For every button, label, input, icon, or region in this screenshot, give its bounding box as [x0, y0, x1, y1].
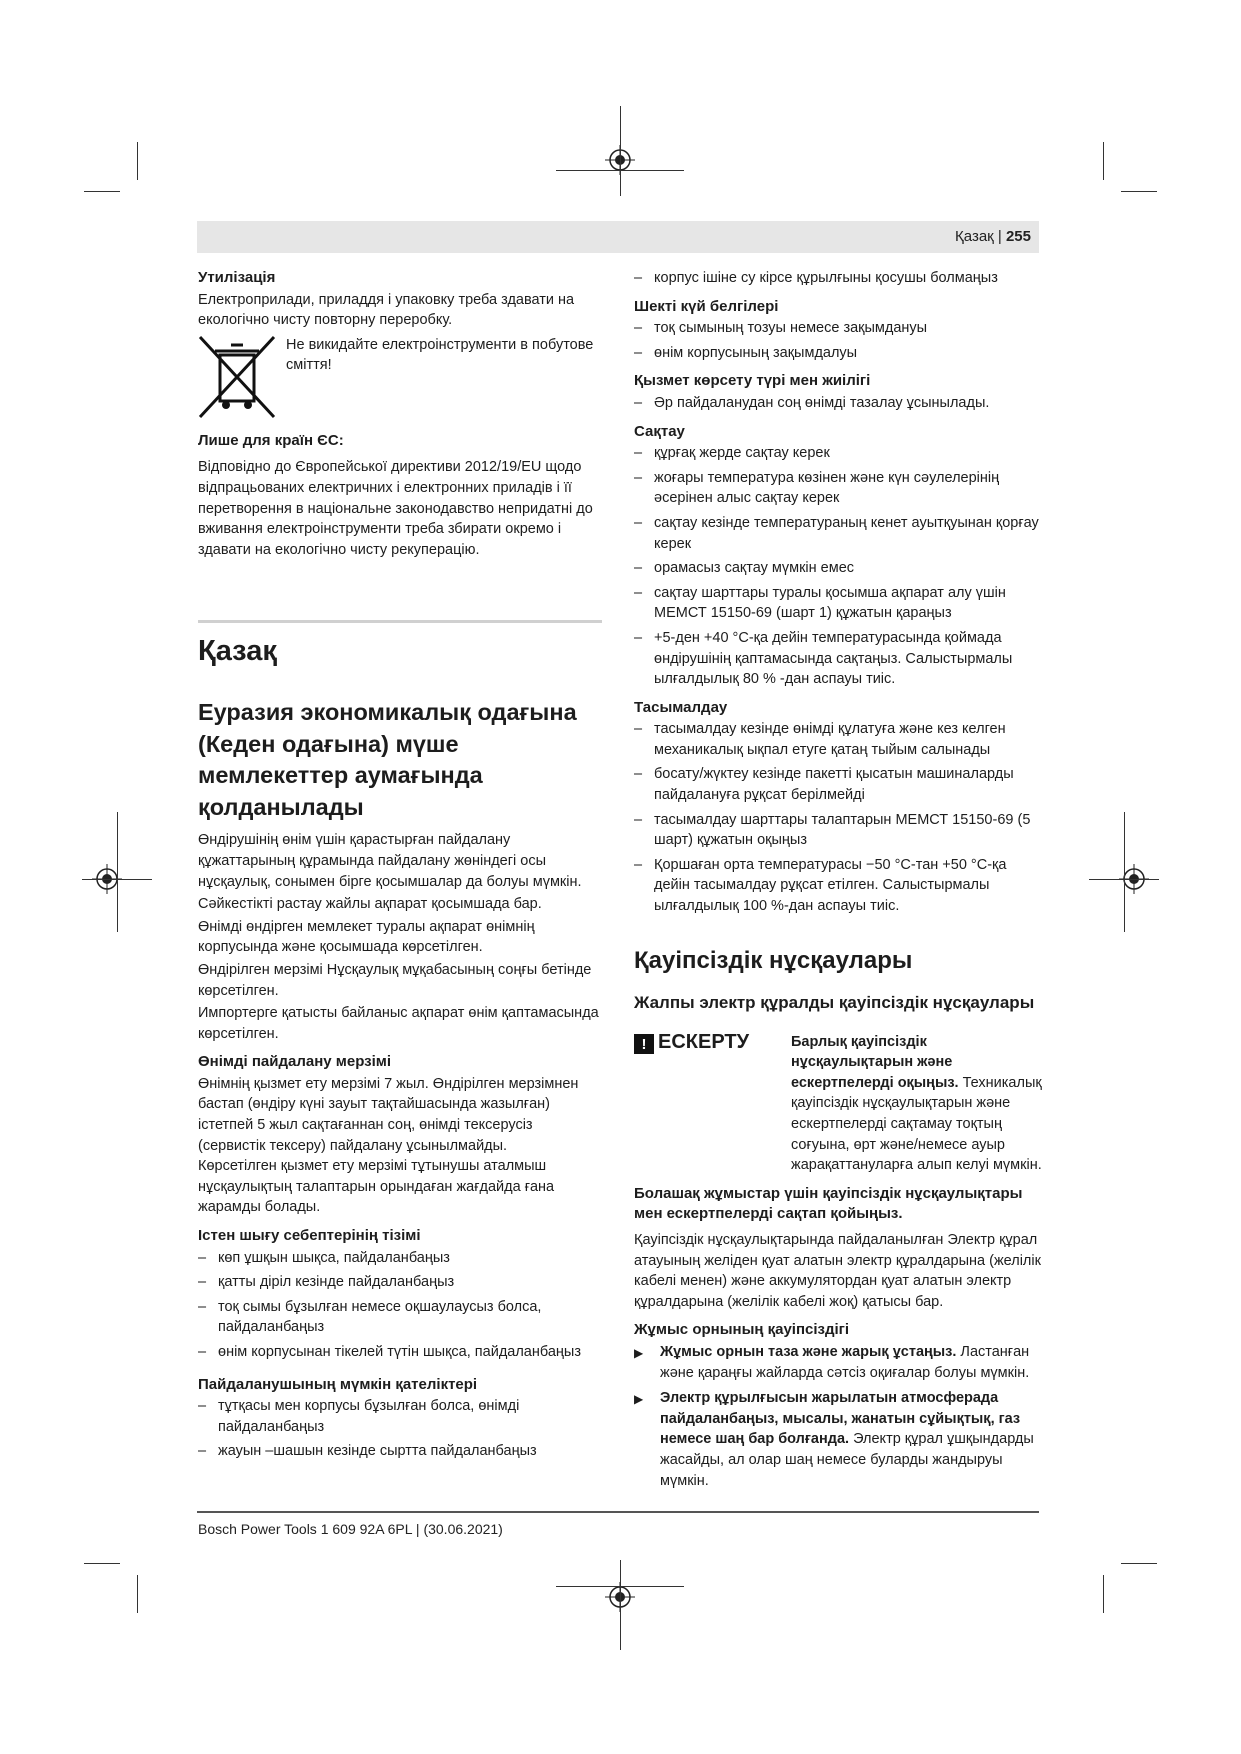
instruction-bold: Электр құрылғысын жарылатын атмосферада пайдаланбаңыз, мысалы, жанатын сұйықтық, газ немесе шаң бар болғанда. — [660, 1390, 1021, 1448]
list-item: – көп ұшқын шықса, пайдаланбаңыз — [198, 1248, 602, 1269]
list-item: – өнім корпусынан тікелей түтін шықса, пайдаланбаңыз — [198, 1342, 602, 1363]
crop-mark — [117, 812, 118, 932]
list-item: – сақтау кезінде температураның кенет ауытқуынан қорғау керек — [634, 513, 1046, 554]
page-header — [197, 221, 1039, 253]
list-item: – босату/жүктеу кезінде пакетті қысатын машиналарды пайдалануға рұқсат берілмейді — [634, 764, 1046, 805]
weee-notice — [198, 335, 602, 419]
page-number: 255 — [1005, 228, 1031, 245]
crop-mark — [137, 1575, 138, 1613]
service-life-paragraph: Көрсетілген қызмет ету мерзімі тұтынушы аталмыш нұсқаулықтың талаптарын орындаған жағдайда ғана жарамды болады. — [198, 1158, 555, 1216]
eu-paragraph: Відповідно до Європейської директиви 2012/19/EU щодо відпрацьованих електричних і електронних приладів і її перетворення в національне законодавство непридатні до вживання електроінструменти треба збирати окремо і здавати на екологічно чисту рекуперацію. — [198, 459, 593, 558]
keep-instructions-paragraph: Қауіпсіздік нұсқаулықтарында пайдаланылған Электр құрал атауының желіден қуат алатын электр құралдарына (желілік кабелі менен) және аккумулятордан қуат алатын электр құралдарына (желілік кабелі жоқ) қатысы бар. — [634, 1231, 1041, 1310]
limit-states-title: Шекті күй белгілері — [634, 297, 779, 315]
warning-box — [634, 1032, 1046, 1176]
crossed-out-bin-icon — [198, 335, 276, 419]
list-item: – қатты діріл кезінде пайдаланбаңыз — [198, 1272, 602, 1293]
language-title: Қазақ — [198, 635, 277, 668]
failure-causes-title: Істен шығу себептерінің тізімі — [198, 1227, 421, 1245]
header-text: Қазақ | 255 — [955, 228, 1031, 245]
utilization-paragraph: Електроприлади, приладдя і упаковку треба здавати на екологічно чисту повторну переробку. — [198, 291, 575, 329]
list-item: – корпус ішіне су кірсе құрылғыны қосушы болмаңыз — [634, 268, 1046, 289]
crop-mark — [1121, 191, 1157, 192]
list-item: – сақтау шарттары туралы қосымша ақпарат алу үшін МЕМСТ 15150-69 (шарт 1) құжатын қараңыз — [634, 583, 1046, 624]
footer-text: Bosch Power Tools 1 609 92A 6PL | (30.06.2021) — [198, 1521, 503, 1537]
warning-text: Техникалық қауіпсіздік нұсқаулықтарын және ескертпелерді сақтамау тоқтың соғуына, өрт және/немесе ауыр жарақаттануларға алып келуі мүмкін. — [791, 1074, 1042, 1174]
instruction-bold: Жұмыс орнын таза және жарық ұстаңыз. — [660, 1343, 957, 1360]
crop-mark — [84, 1563, 120, 1564]
service-life-paragraph: Өнімнің қызмет ету мерзімі 7 жыл. Өндірілген мерзімнен бастап (өндіру күні зауыт тақтайшасында жазылған) істетпей 5 жыл сақтағаннан соң, өнімді тексерусіз (сервистік тексеру) пайдалану ұсынылмайды. — [198, 1075, 579, 1154]
list-item: – +5-ден +40 °C-қа дейін температурасында қоймада өндірушінің қаптамасында сақтаңыз. Салыстырмалы ылғалдылық 80 % -дан аспауы тиіс. — [634, 628, 1046, 690]
safety-instruction — [634, 1388, 1046, 1491]
safety-title: Қауіпсіздік нұсқаулары — [634, 946, 913, 974]
right-column — [634, 268, 1046, 1491]
crop-mark — [1103, 142, 1104, 180]
list-item: – тоқ сымы бұзылған немесе оқшаулаусыз болса, пайдаланбаңыз — [198, 1297, 602, 1338]
transport-title: Тасымалдау — [634, 698, 728, 716]
warning-label: ЕСКЕРТУ — [658, 1030, 750, 1053]
list-item: – Әр пайдаланудан соң өнімді тазалау ұсынылады. — [634, 393, 1046, 414]
crop-mark — [1103, 1575, 1104, 1613]
service-title: Қызмет көрсету түрі мен жиілігі — [634, 372, 871, 390]
list-item: – өнім корпусының зақымдалуы — [634, 343, 1046, 364]
crop-mark — [620, 106, 621, 196]
crop-mark — [137, 142, 138, 180]
workplace-safety-title: Жұмыс орнының қауіпсіздігі — [634, 1321, 850, 1339]
service-life-title: Өнімді пайдалану мерзімі — [198, 1053, 392, 1071]
general-safety-title: Жалпы электр құралды қауіпсіздік нұсқаулары — [634, 992, 1035, 1012]
intro-paragraph: Импортерге қатысты байланыс ақпарат өнім қаптамасында көрсетілген. — [198, 1005, 599, 1042]
keep-instructions-title: Болашақ жұмыстар үшін қауіпсіздік нұсқаулықтары мен ескертпелерді сақтап қойыңыз. — [634, 1184, 1023, 1223]
intro-paragraph: Өнімді өндірген мемлекет туралы ақпарат өнімнің корпусында және қосымшада көрсетілген. — [198, 918, 535, 956]
weee-text: Не викидайте електроінструменти в побутове сміття! — [286, 336, 594, 374]
intro-paragraph: Өндірушінің өнім үшін қарастырған пайдалану құжаттарының құрамында пайдалану жөніндегі осы нұсқаулық, сонымен бірге қосымшалар да болуы мүмкін. — [198, 832, 582, 890]
crop-mark — [84, 191, 120, 192]
storage-title: Сақтау — [634, 422, 685, 440]
list-item: – тасымалдау шарттары талаптарын МЕМСТ 15150-69 (5 шарт) құжатын оқыңыз — [634, 810, 1046, 851]
list-item: – орамасыз сақтау мүмкін емес — [634, 558, 1046, 579]
utilization-title: Утилізація — [198, 269, 276, 286]
crop-mark — [1124, 812, 1125, 932]
crop-mark — [1121, 1563, 1157, 1564]
list-item: – тасымалдау кезінде өнімді құлатуға және кез келген механикалық ықпал етуге қатаң тыйым салынады — [634, 719, 1046, 760]
warning-triangle-icon: ! — [634, 1034, 654, 1054]
warning-bold-text: Барлық қауіпсіздік нұсқаулықтарын және ескертпелерді оқыңыз. — [791, 1033, 959, 1091]
intro-paragraph: Сәйкестікті растау жайлы ақпарат қосымшада бар. — [198, 896, 542, 913]
eu-title: Лише для країн ЄС: — [198, 431, 344, 449]
section-divider — [198, 620, 602, 623]
intro-paragraph: Өндірілген мерзімі Нұсқаулық мұқабасының соңғы бетінде көрсетілген. — [198, 961, 592, 999]
list-item: – тоқ сымының тозуы немесе зақымдануы — [634, 318, 1046, 339]
instruction-text: Электр құрал ұшқындарды жасайды, ал олар шаң немесе буларды жандыруы мүмкін. — [660, 1431, 1034, 1489]
footer-rule — [197, 1511, 1039, 1513]
header-section: Қазақ — [955, 228, 994, 245]
crop-mark — [620, 1560, 621, 1650]
safety-instruction — [634, 1342, 1046, 1383]
instruction-text: Ластанған және қараңғы жайларда сәтсіз оқиғалар болуы мүмкін. — [660, 1343, 1030, 1381]
list-item: – құрғақ жерде сақтау керек — [634, 443, 1046, 464]
left-column — [198, 268, 602, 1462]
list-item: – тұтқасы мен корпусы бұзылған болса, өнімді пайдаланбаңыз — [198, 1396, 602, 1437]
user-errors-title: Пайдаланушының мүмкін қателіктері — [198, 1375, 478, 1393]
eaeu-title: Еуразия экономикалық одағына (Кеден одағына) мүше мемлекеттер аумағында қолданылады — [198, 699, 577, 820]
list-item: – жауын –шашын кезінде сыртта пайдаланбаңыз — [198, 1441, 602, 1462]
list-item: – жоғары температура көзінен және күн сәулелерінің әсерінен алыс сақтау керек — [634, 468, 1046, 509]
warning-badge — [634, 1032, 791, 1176]
list-item: – Қоршаған орта температурасы −50 °C-тан +50 °C-қа дейін тасымалдау рұқсат етілген. Салыстырмалы ылғалдылық 100 %-дан аспауы тиіс. — [634, 855, 1046, 917]
